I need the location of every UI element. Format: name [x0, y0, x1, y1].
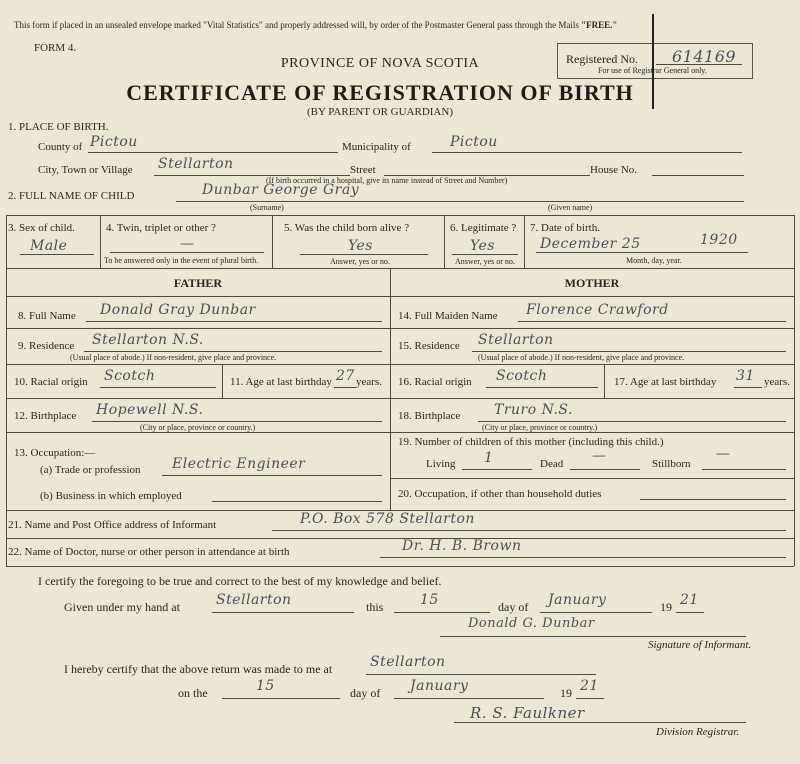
mother-heading: MOTHER: [564, 276, 620, 290]
registered-box: [557, 43, 753, 79]
registered-label: Registered No.: [566, 52, 638, 66]
given-label: Given under my hand at: [64, 600, 180, 614]
father-res-value: Stellarton N.S.: [92, 332, 204, 348]
child-name-label: 2. FULL NAME OF CHILD: [8, 190, 135, 202]
mother-bp-label: 18. Birthplace: [398, 410, 461, 422]
informant-sig-label: Signature of Informant.: [648, 639, 752, 651]
dead-label: Dead: [540, 458, 564, 470]
registrar-year: 21: [580, 678, 599, 694]
sex-value: Male: [30, 238, 68, 254]
twin-label: 4. Twin, triplet or other ?: [106, 222, 216, 234]
twin-value: —: [180, 236, 195, 252]
father-occ-label: 13. Occupation:—: [14, 447, 96, 459]
stillborn-label: Stillborn: [652, 458, 691, 470]
municipality-label: Municipality of: [342, 141, 411, 153]
father-heading: FATHER: [173, 276, 223, 290]
date-value: December 25: [540, 236, 641, 252]
trade-label: (a) Trade or profession: [40, 464, 141, 476]
registrar-signature: R. S. Faulkner: [470, 704, 585, 722]
certify-month: January: [548, 592, 607, 608]
twin-note: To be answered only in the event of plural birth.: [104, 256, 259, 265]
mother-racial-value: Scotch: [496, 368, 548, 384]
father-bp-label: 12. Birthplace: [14, 410, 77, 422]
street-label: Street: [350, 164, 376, 176]
registrar-year-prefix: 19: [560, 686, 572, 700]
registrar-dayof-label: day of: [350, 686, 381, 700]
certify-year: 21: [680, 592, 699, 608]
mother-bp-value: Truro N.S.: [494, 402, 573, 418]
trade-value: Electric Engineer: [172, 456, 306, 472]
certify-place: Stellarton: [216, 592, 292, 608]
mother-age-label: 17. Age at last birthday: [614, 376, 717, 388]
informant-value: P.O. Box 578 Stellarton: [300, 511, 475, 527]
alive-note: Answer, yes or no.: [330, 257, 390, 266]
municipality-value: Pictou: [450, 134, 498, 150]
mother-res-value: Stellarton: [478, 332, 554, 348]
certify-dayof-label: day of: [498, 600, 529, 614]
mother-name-label: 14. Full Maiden Name: [398, 310, 498, 322]
mother-res-label: 15. Residence: [398, 340, 460, 352]
province-title: PROVINCE OF NOVA SCOTIA: [280, 56, 480, 71]
form-number: FORM 4.: [34, 42, 77, 54]
mother-years: years.: [764, 376, 790, 388]
father-res-note: (Usual place of abode.) If non-resident, give place and province.: [70, 353, 277, 362]
doctor-value: Dr. H. B. Brown: [402, 538, 522, 554]
registered-number: 614169: [672, 47, 737, 66]
mother-name-value: Florence Crawford: [526, 302, 669, 318]
given-note: (Given name): [548, 203, 593, 212]
sex-label: 3. Sex of child.: [8, 222, 75, 234]
father-res-label: 9. Residence: [18, 340, 75, 352]
alive-value: Yes: [348, 238, 373, 254]
year-value: 1920: [700, 232, 738, 248]
date-note: Month, day, year.: [626, 256, 682, 265]
father-name-value: Donald Gray Dunbar: [100, 302, 256, 318]
living-value: 1: [484, 450, 494, 466]
city-value: Stellarton: [158, 156, 234, 172]
legit-note: Answer, yes or no.: [455, 257, 515, 266]
certify-year-prefix: 19: [660, 600, 672, 614]
mail-notice: [14, 20, 617, 30]
registrar-label: Division Registrar.: [656, 726, 740, 738]
business-label: (b) Business in which employed: [40, 490, 182, 502]
living-label: Living: [426, 458, 456, 470]
place-heading: 1. PLACE OF BIRTH.: [8, 121, 109, 133]
registered-note: For use of Registrar General only.: [598, 66, 707, 75]
mother-res-note: (Usual place of abode.) If non-resident, give place and province.: [478, 353, 685, 362]
registrar-place: Stellarton: [370, 654, 446, 670]
mother-bp-note: (City or place, province or country.): [482, 423, 598, 432]
father-bp-value: Hopewell N.S.: [96, 402, 204, 418]
dead-value: —: [592, 448, 607, 464]
legit-label: 6. Legitimate ?: [450, 222, 517, 234]
house-label: House No.: [590, 164, 638, 176]
father-bp-note: (City or place, province or country.): [140, 423, 256, 432]
mother-age-value: 31: [736, 368, 755, 384]
certify-text: I certify the foregoing to be true and correct to the best of my knowledge and belief.: [38, 574, 442, 588]
registrar-month: January: [410, 678, 469, 694]
legit-value: Yes: [470, 238, 495, 254]
hospital-note: (If birth occurred in a hospital, give its name instead of Street and Number): [266, 176, 508, 185]
mail-notice-text: This form if placed in an unsealed envelope marked "Vital Statistics" and properly addressed will, by order of the Postmaster General pass through the Mails: [14, 20, 579, 30]
stillborn-value: —: [716, 446, 731, 462]
father-age-label: 11. Age at last birthday: [230, 376, 332, 388]
surname-note: (Surname): [250, 203, 284, 212]
certify-day: 15: [420, 592, 439, 608]
father-age-value: 27: [336, 368, 355, 384]
informant-signature: Donald G. Dunbar: [468, 616, 595, 631]
county-label: County of: [38, 141, 83, 153]
free-label: "FREE.": [581, 20, 618, 30]
date-label: 7. Date of birth.: [530, 222, 600, 234]
father-racial-value: Scotch: [104, 368, 156, 384]
child-name-value: Dunbar George Gray: [202, 182, 360, 198]
registrar-day: 15: [256, 678, 275, 694]
father-racial-label: 10. Racial origin: [14, 376, 88, 388]
father-name-label: 8. Full Name: [18, 310, 76, 322]
county-value: Pictou: [90, 134, 138, 150]
mother-racial-label: 16. Racial origin: [398, 376, 472, 388]
mother-occ-label: 20. Occupation, if other than household duties: [398, 488, 602, 500]
children-label: 19. Number of children of this mother (including this child.): [398, 436, 664, 448]
father-years: years.: [356, 376, 382, 388]
informant-label: 21. Name and Post Office address of Informant: [8, 519, 217, 531]
certificate-title: CERTIFICATE OF REGISTRATION OF BIRTH: [126, 80, 634, 105]
registrar-text: I hereby certify that the above return was made to me at: [64, 662, 333, 676]
certificate-subtitle: (BY PARENT OR GUARDIAN): [307, 106, 453, 118]
city-label: City, Town or Village: [38, 164, 133, 176]
doctor-label: 22. Name of Doctor, nurse or other person in attendance at birth: [8, 546, 290, 558]
alive-label: 5. Was the child born alive ?: [284, 222, 410, 234]
certify-this-label: this: [366, 600, 384, 614]
registrar-on-label: on the: [178, 686, 208, 700]
